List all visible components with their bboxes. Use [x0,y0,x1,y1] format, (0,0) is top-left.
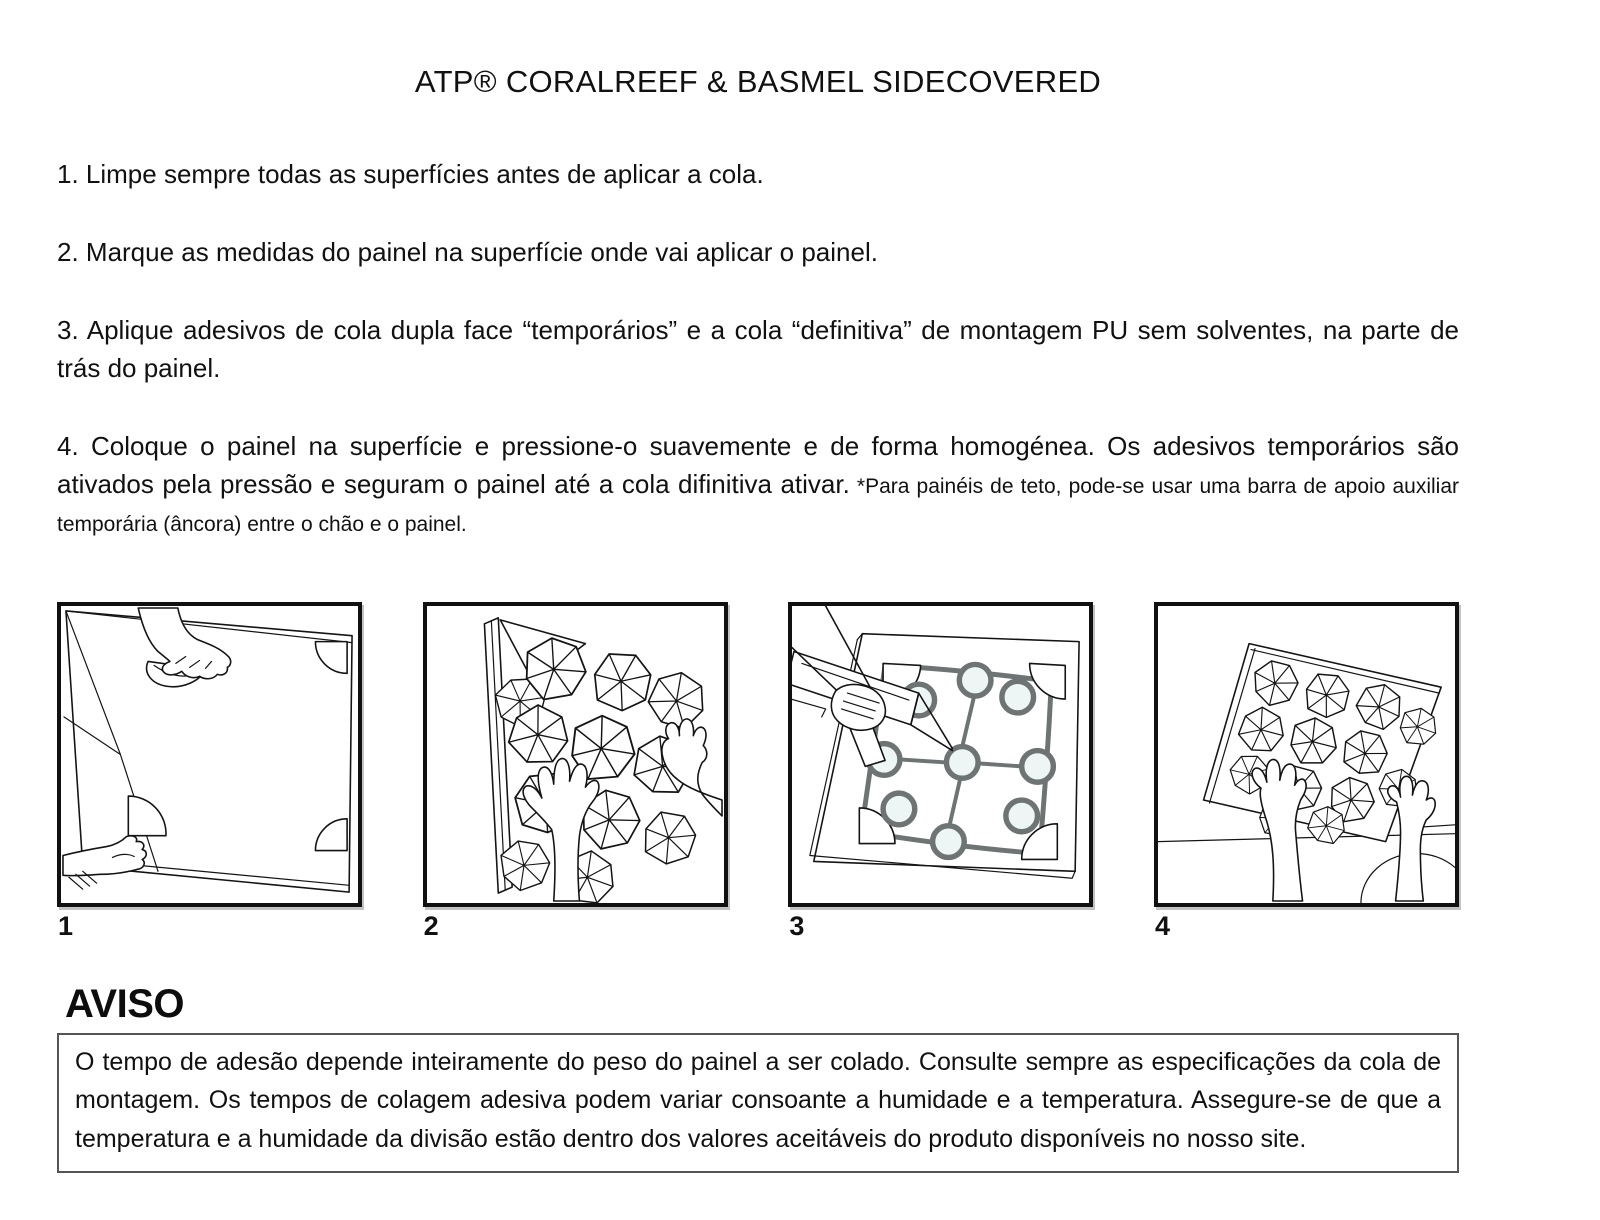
step-1-figure [57,602,362,942]
warning-box [57,1033,1459,1173]
step-4-figure [1154,602,1459,942]
step-1-illustration-box [57,602,362,907]
step-2-illustration-box [423,602,728,907]
textured-panel-illustration [427,606,724,903]
step-2-figure [423,602,728,942]
instruction-step-2-text: 2. Marque as medidas do painel na superfície onde vai aplicar o painel. [57,236,878,267]
step-3-figure [788,602,1093,942]
instruction-step-1-text: 1. Limpe sempre todas as superfícies antes de aplicar a cola. [57,159,764,189]
instruction-step-4-main: 4. Coloque o painel na superfície e pressione-o suavemente e de forma homogénea. Os adesivos temporários são ativados pela pressão e seguram o painel até a cola difinitiva ativar. [57,430,1459,499]
warning-heading: AVISO [65,981,185,1026]
instruction-step-3-text: 3. Aplique adesivos de cola dupla face “temporários” e a cola “definitiva” de montagem PU sem solventes, na parte de trás do painel. [57,314,1459,383]
pressing-panel-illustration [1158,606,1455,903]
left-arm-hand-icon [1252,759,1306,901]
cleaning-panel-illustration [61,606,358,903]
instruction-step-4-text [57,428,1459,542]
step-1-number-label: 1 [58,910,74,941]
step-4-illustration-box [1154,602,1459,907]
warning-text: O tempo de adesão depende inteiramente do peso do painel a ser colado. Consulte sempre as especificações da cola de montagem. Os tempos de colagem adesiva podem variar consoante a humidade e a temperatura. Assegure-se de que a temperatura e a humidade da divisão estão dentro dos valores aceitáveis do produto disponíveis no nosso site. [75,1047,1441,1154]
page-title: ATP® CORALREEF & BASMEL SIDECOVERED [414,64,1102,99]
step-2-number-label: 2 [423,910,439,941]
instruction-step-4-footnote: *Para painéis de teto, pode-se usar uma barra de apoio auxiliar temporária (âncora) entre o chão e o painel. [57,474,1459,536]
step-4-number-label: 4 [1154,910,1170,941]
glue-application-illustration [792,606,1089,903]
step-3-number-label: 3 [789,910,805,941]
right-hand-icon [662,719,722,816]
illustration-row [57,602,1459,942]
step-3-illustration-box [788,602,1093,907]
